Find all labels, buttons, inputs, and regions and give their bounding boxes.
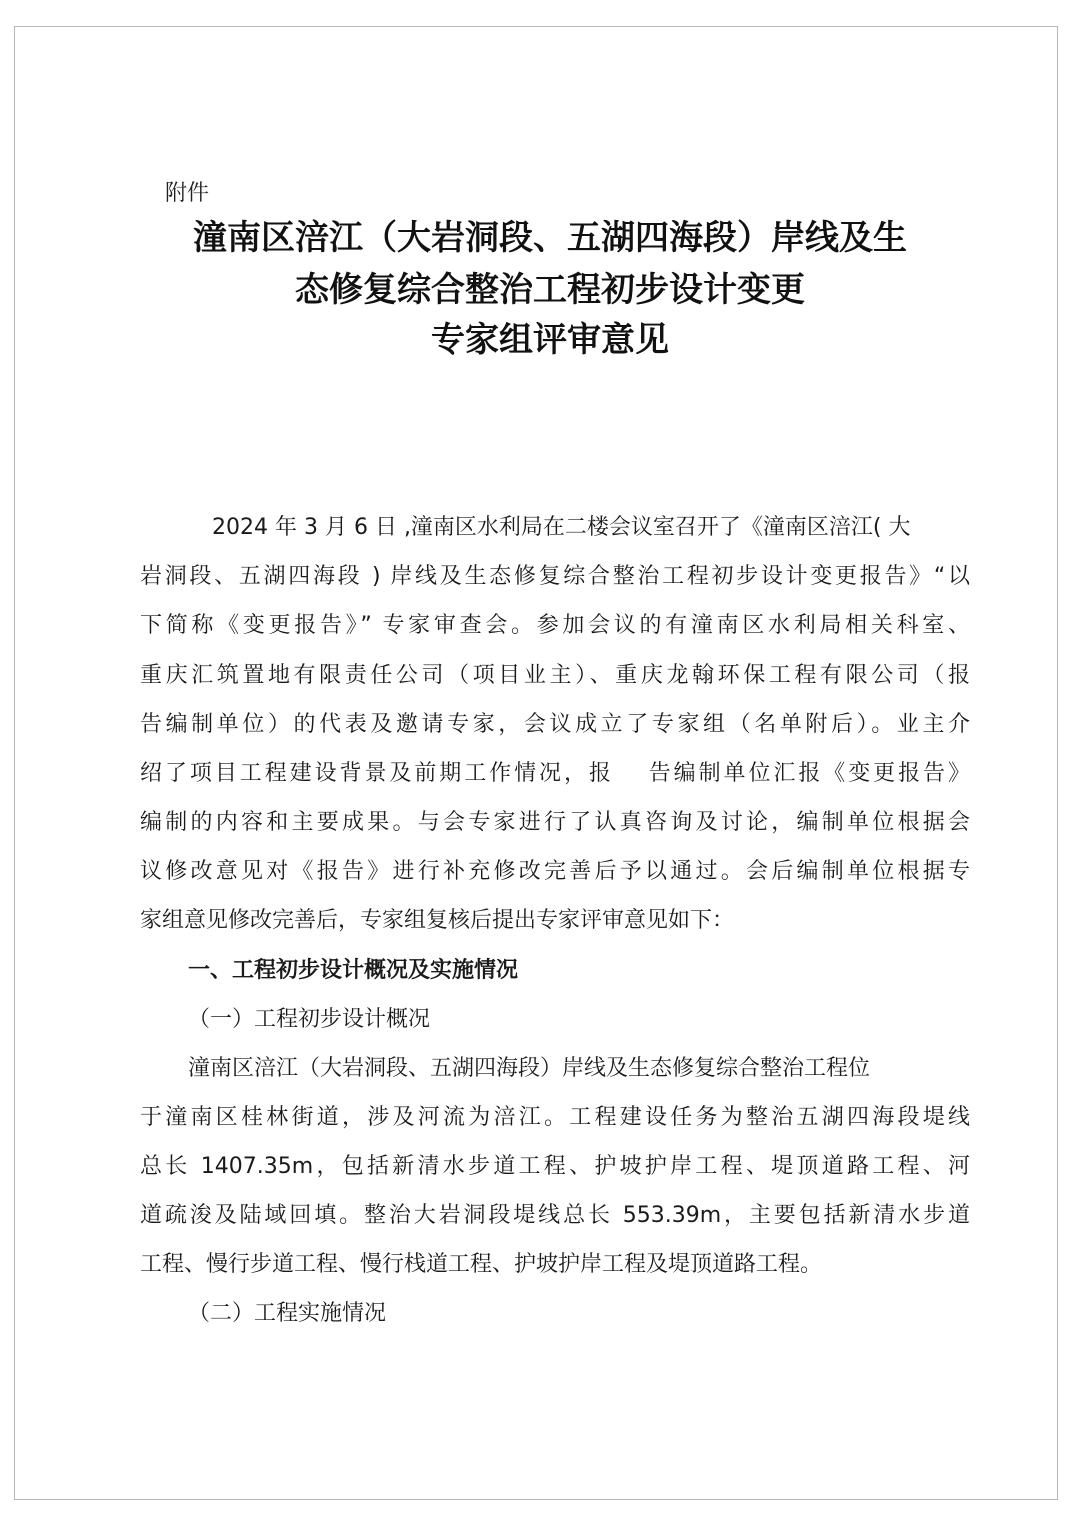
paragraph-1-line-3: 下简称《变更报告》” 专家审查会。参加会议的有潼南区水利局相关科室、: [140, 613, 970, 638]
subsection-heading-1: （一）工程初步设计概况: [188, 1007, 431, 1032]
paragraph-1-line-1: 2024 年 3 月 6 日 ,潼南区水利局在二楼会议室召开了《潼南区涪江( 大: [212, 515, 911, 540]
section-heading-1: 一、工程初步设计概况及实施情况: [188, 958, 519, 983]
paragraph-1-line-6: 绍了项目工程建设背景及前期工作情况，报 告编制单位汇报《变更报告》: [140, 761, 970, 786]
paragraph-2-line-4: 道疏浚及陆域回填。整治大岩洞段堤线总长 553.39m，主要包括新清水步道: [140, 1203, 970, 1228]
subsection-heading-2: （二）工程实施情况: [188, 1301, 387, 1326]
paragraph-1-line-7: 编制的内容和主要成果。与会专家进行了认真咨询及讨论，编制单位根据会: [140, 810, 970, 835]
paragraph-1-line-9: 家组意见修改完善后，专家组复核后提出专家评审意见如下：: [140, 908, 735, 933]
attachment-label: 附件: [165, 181, 210, 206]
paragraph-1-line-8: 议修改意见对《报告》进行补充修改完善后予以通过。会后编制单位根据专: [140, 859, 970, 884]
paragraph-1-line-2: 岩洞段、五湖四海段 ) 岸线及生态修复综合整治工程初步设计变更报告》“以: [140, 564, 970, 589]
document-title-line-1: 潼南区涪江（大岩洞段、五湖四海段）岸线及生: [193, 218, 907, 258]
paragraph-2-line-5: 工程、慢行步道工程、慢行栈道工程、护坡护岸工程及堤顶道路工程。: [140, 1252, 823, 1277]
document-title-line-3: 专家组评审意见: [431, 320, 669, 360]
paragraph-1-line-4: 重庆汇筑置地有限责任公司（项目业主）、重庆龙翰环保工程有限公司（报: [140, 663, 970, 688]
document-title-line-2: 态修复综合整治工程初步设计变更: [295, 270, 805, 310]
paragraph-2-line-1: 潼南区涪江（大岩洞段、五湖四海段）岸线及生态修复综合整治工程位: [188, 1056, 871, 1081]
paragraph-2-line-2: 于潼南区桂林街道，涉及河流为涪江。工程建设任务为整治五湖四海段堤线: [140, 1105, 970, 1130]
paragraph-2-line-3: 总长 1407.35m，包括新清水步道工程、护坡护岸工程、堤顶道路工程、河: [140, 1154, 970, 1179]
paragraph-1-line-5: 告编制单位）的代表及邀请专家，会议成立了专家组（名单附后）。业主介: [140, 712, 970, 737]
